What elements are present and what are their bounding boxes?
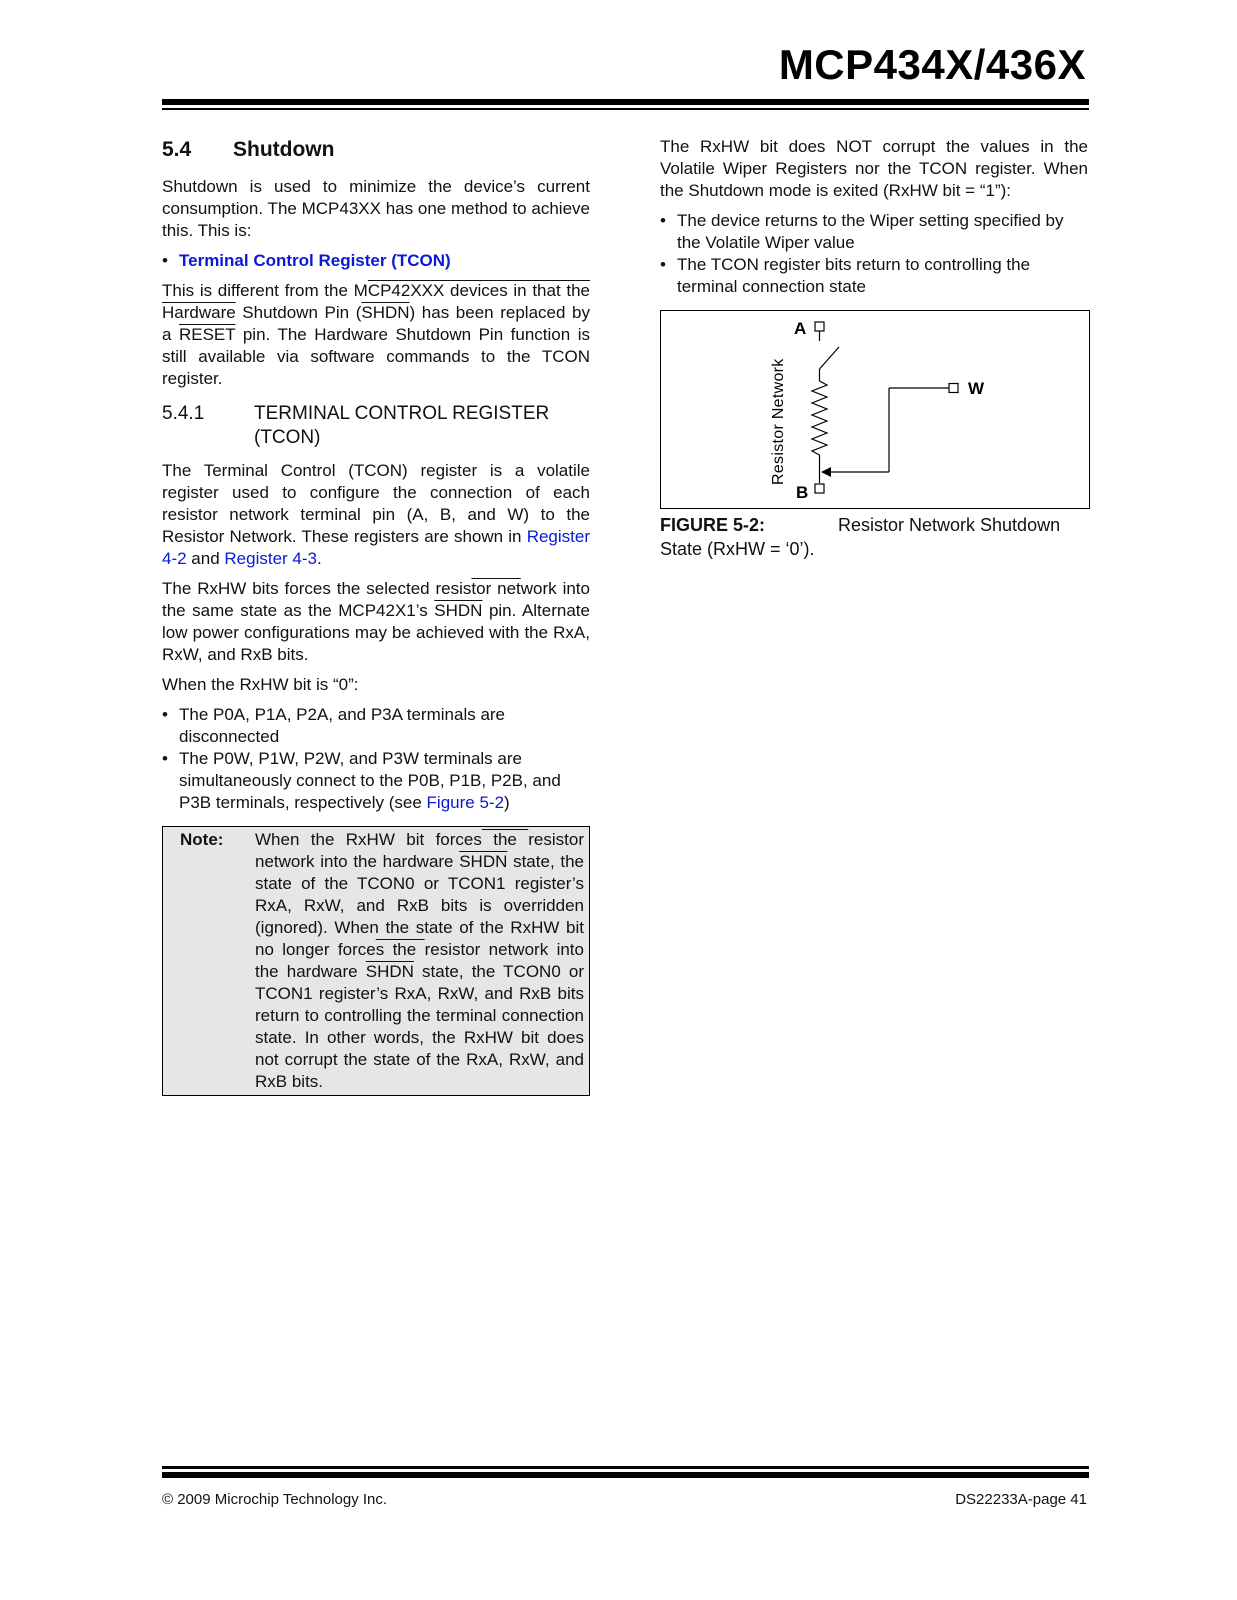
- text-run: s the: [375, 940, 425, 959]
- reset-signal: RESET: [178, 325, 236, 344]
- page-number: DS22233A-page 41: [955, 1491, 1087, 1508]
- register-4-3-link[interactable]: Register 4-3: [224, 549, 317, 568]
- figure-caption: [660, 513, 1088, 561]
- text-run: tor net: [471, 579, 521, 598]
- list-item: • The P0A, P1A, P2A, and P3A terminals are disconnected: [162, 704, 590, 748]
- right-column: [660, 136, 1088, 561]
- text-run: This is different from the M: [162, 281, 368, 300]
- text-run: When the RxHW bit forces: [255, 830, 482, 849]
- figure-5-2-link[interactable]: Figure 5-2: [426, 793, 505, 812]
- subsection-heading: [162, 402, 590, 450]
- shdn-signal: SHDN: [365, 962, 414, 981]
- footer-rule: [162, 1472, 1089, 1478]
- list-item: [162, 250, 590, 272]
- section-title: Shutdown: [233, 138, 335, 161]
- text-run: Shutdown Pin (: [235, 303, 362, 322]
- shdn-signal: SHDN: [459, 852, 508, 871]
- open-switch: [820, 347, 840, 369]
- shdn-signal: SHDN: [361, 303, 410, 322]
- copyright: © 2009 Microchip Technology Inc.: [162, 1491, 388, 1508]
- text-run: ) has been replaced by a: [162, 303, 590, 344]
- text-run: The RxHW bits forces the selected resis: [162, 579, 472, 598]
- note-box: [162, 826, 590, 1096]
- text-run: The Terminal Control (TCON) register is a volatile register used to configure the connection of each resistor network terminal pin (A, B, and W) to the Resistor Network. These registers are shown in: [162, 461, 590, 546]
- shutdown-exit-list: [660, 210, 1088, 298]
- text-run: state, the TCON0 or TCON1 register’s RxA, RxW, and RxB bits return to controlling the terminal connection state. In other words, the RxHW bit does not corrupt the state of the RxA, RxW, and RxB bits.: [255, 962, 584, 1091]
- note-label: Note:: [180, 830, 224, 849]
- resistor-network-label: Resistor Network: [770, 358, 787, 485]
- rxhw-paragraph: [162, 578, 590, 666]
- method-list: [162, 250, 590, 272]
- text-run: resistor network into the hardware: [255, 830, 584, 871]
- register-4-2-link[interactable]: Register 4-2: [162, 527, 590, 568]
- intro-paragraph: Shutdown is used to minimize the device’s current consumption. The MCP43XX has one method to achieve this. This is:: [162, 177, 590, 240]
- shdn-signal: SHDN: [434, 601, 483, 620]
- text-run: .: [317, 549, 322, 568]
- difference-paragraph: [162, 280, 590, 390]
- header-rule: [162, 99, 1089, 105]
- footer-rule-thin: [162, 1466, 1089, 1469]
- terminal-w-pin: [949, 384, 958, 393]
- subsection-number: 5.4.1: [162, 403, 205, 424]
- list-item: • The device returns to the Wiper setting specified by the Volatile Wiper value: [660, 210, 1088, 254]
- text-run: pin. The Hardware Shutdown Pin function is still available via software commands to the TCON register.: [162, 325, 590, 388]
- list-item: • The TCON register bits return to controlling the terminal connection state: [660, 254, 1088, 298]
- text-run: pin. Alternate low power configurations may be achieved with the RxA, RxW, and RxB bits.: [162, 601, 590, 664]
- text-run: Hardware: [162, 303, 236, 322]
- resistor-network-diagram: [661, 311, 1089, 508]
- figure-caption-text: Resistor Network Shutdown State (RxHW = ‘0’).: [660, 515, 1061, 559]
- terminal-a-pin: [815, 322, 824, 331]
- wiper-arrow-icon: [821, 467, 831, 477]
- figure-caption-label: FIGURE 5-2:: [660, 515, 766, 535]
- text-run: and: [186, 549, 225, 568]
- left-column: [162, 136, 590, 1096]
- page-title: MCP434X/436X: [778, 41, 1086, 88]
- note-text: [255, 829, 584, 1093]
- terminal-b-pin: [815, 484, 824, 493]
- text-run: The P0W, P1W, P2W, and P3W terminals are simultaneously connect to the P0B, P1B, P2B, and P3B terminals, respectively (see: [179, 749, 561, 812]
- figure-5-2: [660, 310, 1090, 509]
- tcon-link[interactable]: Terminal Control Register (TCON): [179, 251, 451, 270]
- when-zero-paragraph: When the RxHW bit is “0”:: [162, 675, 359, 694]
- resistor-icon: [812, 381, 827, 455]
- terminal-w-label: W: [968, 379, 985, 398]
- tcon-paragraph: [162, 460, 590, 570]
- terminal-b-label: B: [796, 483, 809, 502]
- text-run: ): [504, 793, 510, 812]
- text-run: CP42XXX devices in that the: [367, 281, 591, 300]
- section-number: 5.4: [162, 138, 192, 161]
- header-rule-thin: [162, 108, 1089, 110]
- subsection-title: TERMINAL CONTROL REGISTER (TCON): [254, 403, 550, 448]
- text-run: state, the state of the TCON0 or TCON1 register’s RxA, RxW, and RxB bits is overridden (ignored). When the state of the RxHW bit no longer force: [255, 852, 584, 959]
- section-heading: [162, 136, 590, 164]
- terminal-a-label: A: [794, 319, 807, 338]
- list-item: [162, 748, 590, 814]
- corrupt-paragraph: The RxHW bit does NOT corrupt the values in the Volatile Wiper Registers nor the TCON register. When the Shutdown mode is exited (RxHW bit = “1”):: [660, 137, 1088, 200]
- text-run: resistor network into the hardware: [255, 940, 584, 981]
- text-run: work into the same state as the MCP42X1’s: [162, 579, 590, 620]
- text-run: the: [481, 830, 529, 849]
- rxhw-zero-list: [162, 704, 590, 814]
